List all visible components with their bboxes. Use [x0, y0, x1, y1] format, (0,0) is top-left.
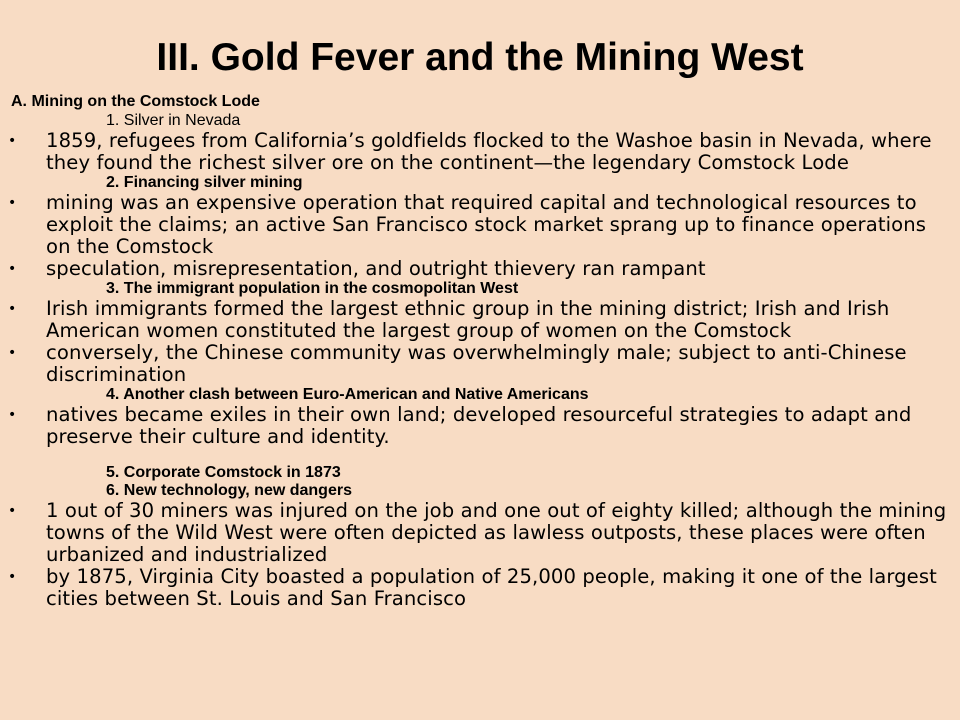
bullet-item [0, 500, 960, 566]
bullet-text: mining was an expensive operation that required capital and technological resources to exploit the claims; an active San Francisco stock market sprang up to finance operations on the Comstock [46, 191, 927, 258]
bullet-dot: • [8, 195, 17, 211]
bullet-dot: • [8, 133, 17, 149]
bullet-text: natives became exiles in their own land; developed resourceful strategies to adapt and preserve their culture and identity. [46, 403, 912, 448]
bullet-text: 1859, refugees from California’s goldfields flocked to the Washoe basin in Nevada, where they found the richest silver ore on the continent—the legendary Comstock Lode [46, 129, 932, 174]
bullet-item [0, 258, 960, 280]
bullet-text: by 1875, Virginia City boasted a population of 25,000 people, making it one of the largest cities between St. Louis and San Francisco [46, 565, 937, 610]
slide-content [0, 92, 960, 610]
bullet-text: conversely, the Chinese community was overwhelmingly male; subject to anti-Chinese discrimination [46, 341, 907, 386]
bullet-dot: • [8, 569, 17, 585]
bullet-item [0, 566, 960, 610]
subheading-new-technology: 6. New technology, new dangers [106, 482, 352, 499]
bullet-item [0, 298, 960, 342]
subheading-silver-in-nevada: 1. Silver in Nevada [106, 112, 241, 129]
bullet-text: Irish immigrants formed the largest ethnic group in the mining district; Irish and Irish American women constituted the largest group of women on the Comstock [46, 297, 890, 342]
bullet-dot: • [8, 261, 17, 277]
bullet-item [0, 192, 960, 258]
bullet-item [0, 342, 960, 386]
spacer [0, 448, 960, 464]
subheading-immigrant-population: 3. The immigrant population in the cosmopolitan West [106, 280, 519, 297]
bullet-text: speculation, misrepresentation, and outright thievery ran rampant [46, 257, 706, 280]
bullet-item [0, 404, 960, 448]
subheading-financing: 2. Financing silver mining [106, 174, 303, 191]
slide-title: III. Gold Fever and the Mining West [156, 36, 804, 79]
subheading-native-clash: 4. Another clash between Euro-American and Native Americans [106, 386, 589, 403]
bullet-dot: • [8, 503, 17, 519]
bullet-item [0, 130, 960, 174]
bullet-text: 1 out of 30 miners was injured on the job and one out of eighty killed; although the mining towns of the Wild West were often depicted as lawless outposts, these places were often urbanized and industrialized [46, 499, 947, 566]
section-heading: A. Mining on the Comstock Lode [11, 93, 260, 110]
bullet-dot: • [8, 407, 17, 423]
bullet-dot: • [8, 345, 17, 361]
bullet-dot: • [8, 301, 17, 317]
subheading-corporate-comstock: 5. Corporate Comstock in 1873 [106, 464, 341, 481]
